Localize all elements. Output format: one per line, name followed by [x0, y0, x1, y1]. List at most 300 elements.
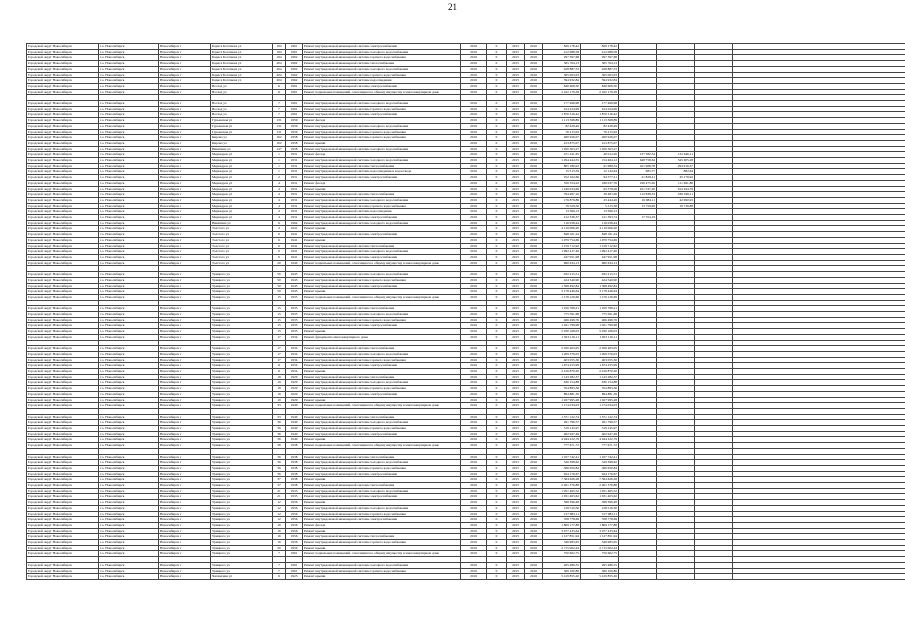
cell-municipal-district: г.о. Новосибирск	[99, 237, 159, 243]
cell-fund-amount: 94 577,21	[581, 175, 619, 181]
cell-house-number: 37	[273, 483, 286, 489]
cell-build-year: 1945	[286, 283, 303, 289]
cell-end-year: 2016	[525, 112, 543, 118]
cell-city: Новосибирск г	[159, 517, 211, 523]
cell-build-year: 1958	[286, 146, 303, 152]
cell-end-year: 2016	[525, 363, 543, 369]
cell-end-year: 2016	[525, 334, 543, 340]
cell-start-year: 2015	[507, 562, 525, 568]
cell-city: Новосибирск г	[159, 78, 211, 84]
cell-fund-amount: 1 176 129,69	[581, 294, 619, 300]
cell-municipality: Городской округ Новосибирск	[27, 505, 99, 511]
cell-start-year: 2015	[507, 351, 525, 357]
cell-fund-amount: 614 224,99	[581, 106, 619, 112]
cell-total-cost: 157 983,11	[543, 511, 581, 517]
cell-plan-year: 2016	[461, 465, 487, 471]
cell-work-type: Ремонт внутридомовой инженерной системы водоотведения	[303, 209, 461, 215]
cell-build-year: 1956	[286, 505, 303, 511]
cell-start-year: 2015	[507, 232, 525, 238]
cell-municipality: Городской округ Новосибирск	[27, 106, 99, 112]
cell-municipality: Городской округ Новосибирск	[27, 163, 99, 169]
cell-street: Бориса Богаткова ул	[211, 78, 273, 84]
cell-municipal-district: г.о. Новосибирск	[99, 346, 159, 352]
cell-work-type: Ремонт крыши	[303, 528, 461, 534]
cell-end-year: 2016	[525, 283, 543, 289]
cell-municipality: Городской округ Новосибирск	[27, 471, 99, 477]
cell-street: Урицкого ул	[211, 505, 273, 511]
cell-extra-amount	[657, 574, 695, 580]
cell-build-year: 1961	[286, 44, 303, 50]
cell-budget-amount: 137 582,54	[619, 152, 657, 158]
cell-work-type: Ремонт внутридомовой инженерной системы электроснабжения	[303, 391, 461, 397]
cell-municipality: Городской округ Новосибирск	[27, 540, 99, 546]
cell-total-cost: 1 923 116,11	[543, 334, 581, 340]
cell-start-year: 2015	[507, 334, 525, 340]
cell-street: Урицкого ул	[211, 431, 273, 437]
cell-start-year: 2015	[507, 260, 525, 266]
cell-municipality: Городской округ Новосибирск	[27, 66, 99, 72]
cell-plan-year: 2016	[461, 528, 487, 534]
cell-build-year: 1931	[286, 215, 303, 221]
cell-build-year: 1954	[286, 369, 303, 375]
cell-work-type: Ремонт подвальных помещений, относящихся к общему имуществу в многоквартирном доме	[303, 260, 461, 266]
cell-municipality: Городской округ Новосибирск	[27, 186, 99, 192]
cell-build-year: 1931	[286, 192, 303, 198]
cell-total-cost: 466 499,76	[543, 317, 581, 323]
cell-municipality: Городской округ Новосибирск	[27, 215, 99, 221]
cell-fund-amount: 1 674 255,99	[581, 363, 619, 369]
cell-municipal-district: г.о. Новосибирск	[99, 146, 159, 152]
cell-start-year: 2015	[507, 494, 525, 500]
cell-zero-flag: 0	[487, 215, 507, 221]
cell-work-type: Ремонт подвальных помещений, относящихся к общему имуществу в многоквартирном доме	[303, 551, 461, 557]
cell-end-year: 2016	[525, 61, 543, 67]
cell-total-cost: 471 241,65	[543, 152, 581, 158]
cell-total-cost: 1 250 768,21	[543, 306, 581, 312]
cell-municipality: Городской округ Новосибирск	[27, 346, 99, 352]
cell-work-type: Ремонт крыши	[303, 237, 461, 243]
cell-municipality: Городской округ Новосибирск	[27, 403, 99, 409]
cell-work-type: Ремонт внутридомовой инженерной системы холодного водоснабжения	[303, 197, 461, 203]
cell-zero-flag: 0	[487, 562, 507, 568]
cell-start-year: 2015	[507, 483, 525, 489]
cell-city: Новосибирск г	[159, 283, 211, 289]
cell-house-number: 6	[273, 574, 286, 580]
cell-plan-year: 2016	[461, 283, 487, 289]
cell-total-cost: 1 209 576,03	[543, 351, 581, 357]
cell-plan-year: 2016	[461, 249, 487, 255]
cell-start-year: 2015	[507, 158, 525, 164]
cell-work-type: Ремонт внутридомовой инженерной системы холодного водоснабжения	[303, 158, 461, 164]
cell-plan-year: 2016	[461, 551, 487, 557]
cell-end-year: 2016	[525, 329, 543, 335]
cell-city: Новосибирск г	[159, 551, 211, 557]
cell-work-type: Ремонт подвальных помещений, относящихся к общему имуществу в многоквартирном доме	[303, 89, 461, 95]
cell-total-cost: 365 003,03	[543, 72, 581, 78]
cell-municipal-district: г.о. Новосибирск	[99, 66, 159, 72]
cell-fund-amount: 750 602,75	[581, 551, 619, 557]
cell-city: Новосибирск г	[159, 232, 211, 238]
cell-city: Новосибирск г	[159, 562, 211, 568]
cell-house-number: 36	[273, 437, 286, 443]
cell-plan-year: 2016	[461, 397, 487, 403]
cell-municipal-district: г.о. Новосибирск	[99, 568, 159, 574]
cell-start-year: 2015	[507, 386, 525, 392]
cell-zero-flag: 0	[487, 277, 507, 283]
cell-work-type: Ремонт внутридомовой инженерной системы горячего водоснабжения	[303, 317, 461, 323]
cell-build-year: 1950	[286, 545, 303, 551]
cell-start-year: 2015	[507, 169, 525, 175]
cell-plan-year: 2016	[461, 517, 487, 523]
cell-street: Урицкого ул	[211, 545, 273, 551]
cell-house-number: 50	[273, 272, 286, 278]
cell-end-year: 2016	[525, 483, 543, 489]
cell-street: Медкадров ул	[211, 209, 273, 215]
cell-municipal-district: г.о. Новосибирск	[99, 123, 159, 129]
cell-start-year: 2015	[507, 488, 525, 494]
cell-build-year: 1935	[286, 323, 303, 329]
cell-work-type: Ремонт внутридомовой инженерной системы теплоснабжения	[303, 61, 461, 67]
cell-city: Новосибирск г	[159, 420, 211, 426]
cell-build-year: 1958	[286, 140, 303, 146]
cell-street: Гурьевская ул	[211, 129, 273, 135]
cell-city: Новосибирск г	[159, 152, 211, 158]
cell-build-year: 1938	[286, 477, 303, 483]
cell-plan-year: 2016	[461, 460, 487, 466]
cell-zero-flag: 0	[487, 61, 507, 67]
cell-start-year: 2015	[507, 66, 525, 72]
cell-house-number: 36	[273, 454, 286, 460]
cell-municipal-district: г.о. Новосибирск	[99, 152, 159, 158]
cell-other-amount	[695, 574, 733, 580]
cell-zero-flag: 0	[487, 351, 507, 357]
cell-city: Новосибирск г	[159, 118, 211, 124]
cell-municipal-district: г.о. Новосибирск	[99, 192, 159, 198]
cell-municipality: Городской округ Новосибирск	[27, 306, 99, 312]
cell-house-number: 19	[273, 380, 286, 386]
cell-budget-amount	[619, 574, 657, 580]
cell-fund-amount: 960 634,13	[581, 260, 619, 266]
cell-fund-amount: 2 416 870,20	[581, 369, 619, 375]
cell-end-year: 2016	[525, 465, 543, 471]
cell-end-year: 2016	[525, 101, 543, 107]
cell-zero-flag: 0	[487, 420, 507, 426]
cell-plan-year: 2016	[461, 351, 487, 357]
cell-municipal-district: г.о. Новосибирск	[99, 243, 159, 249]
cell-city: Новосибирск г	[159, 505, 211, 511]
cell-zero-flag: 0	[487, 83, 507, 89]
cell-plan-year: 2016	[461, 363, 487, 369]
cell-build-year: 1931	[286, 152, 303, 158]
cell-city: Новосибирск г	[159, 369, 211, 375]
cell-plan-year: 2016	[461, 180, 487, 186]
cell-municipality: Городской округ Новосибирск	[27, 158, 99, 164]
cell-plan-year: 2016	[461, 55, 487, 61]
cell-end-year: 2016	[525, 186, 543, 192]
cell-municipality: Городской округ Новосибирск	[27, 386, 99, 392]
cell-start-year: 2015	[507, 112, 525, 118]
cell-total-cost: 428 887,53	[543, 66, 581, 72]
cell-build-year: 1949	[286, 431, 303, 437]
cell-build-year: 1956	[286, 517, 303, 523]
cell-municipality: Городской округ Новосибирск	[27, 397, 99, 403]
cell-plan-year: 2016	[461, 511, 487, 517]
cell-city: Новосибирск г	[159, 146, 211, 152]
cell-work-type: Ремонт крыши	[303, 369, 461, 375]
cell-street: Восход ул	[211, 112, 273, 118]
cell-street: Никитина ул	[211, 146, 273, 152]
cell-municipal-district: г.о. Новосибирск	[99, 306, 159, 312]
cell-plan-year: 2016	[461, 443, 487, 449]
cell-city: Новосибирск г	[159, 140, 211, 146]
cell-fund-amount: 598 396,48	[581, 500, 619, 506]
cell-municipal-district: г.о. Новосибирск	[99, 215, 159, 221]
cell-build-year: 1941	[286, 243, 303, 249]
cell-fund-amount: 2 026 463,05	[581, 346, 619, 352]
cell-build-year: 1945	[286, 272, 303, 278]
cell-start-year: 2015	[507, 249, 525, 255]
cell-work-type: Ремонт фундамента многоквартирного дома	[303, 334, 461, 340]
cell-end-year: 2016	[525, 158, 543, 164]
cell-total-cost: 413 875,07	[543, 140, 581, 146]
cell-end-year: 2016	[525, 505, 543, 511]
cell-municipal-district: г.о. Новосибирск	[99, 551, 159, 557]
cell-municipality: Городской округ Новосибирск	[27, 220, 99, 226]
cell-fund-amount: 265 486,55	[581, 562, 619, 568]
cell-city: Новосибирск г	[159, 83, 211, 89]
cell-plan-year: 2016	[461, 488, 487, 494]
cell-fund-amount: 1 992 417,46	[581, 249, 619, 255]
cell-municipal-district: г.о. Новосибирск	[99, 220, 159, 226]
cell-house-number: 19	[273, 386, 286, 392]
cell-zero-flag: 0	[487, 220, 507, 226]
cell-work-type: Ремонт внутридомовой инженерной системы холодного водоснабжения	[303, 420, 461, 426]
cell-work-type: Ремонт внутридомовой инженерной системы электроснабжения	[303, 471, 461, 477]
cell-build-year: 1935	[286, 306, 303, 312]
cell-build-year: 1954	[286, 363, 303, 369]
cell-total-cost: 358 778,69	[543, 517, 581, 523]
cell-zero-flag: 0	[487, 500, 507, 506]
cell-street: Урицкого ул	[211, 454, 273, 460]
cell-zero-flag: 0	[487, 443, 507, 449]
cell-house-number: 36	[273, 443, 286, 449]
cell-plan-year: 2016	[461, 494, 487, 500]
cell-end-year: 2016	[525, 289, 543, 295]
cell-end-year: 2016	[525, 140, 543, 146]
cell-total-cost: 614 224,99	[543, 106, 581, 112]
cell-municipal-district: г.о. Новосибирск	[99, 294, 159, 300]
cell-extra-amount: 132 646,11	[657, 152, 695, 158]
cell-work-type: Ремонт внутридомовой инженерной системы горячего водоснабжения	[303, 511, 461, 517]
cell-city: Новосибирск г	[159, 431, 211, 437]
cell-build-year: 1938	[286, 471, 303, 477]
cell-budget-amount: 221 537,26	[619, 186, 657, 192]
cell-house-number: 15	[273, 329, 286, 335]
cell-total-cost: 1 107 742,41	[543, 454, 581, 460]
cell-plan-year: 2016	[461, 272, 487, 278]
cell-street: Урицкого ул	[211, 357, 273, 363]
cell-total-cost: 366 650,84	[543, 465, 581, 471]
cell-work-type: Ремонт фасада	[303, 152, 461, 158]
cell-fund-amount: 848 161,24	[581, 232, 619, 238]
cell-street: Урицкого ул	[211, 369, 273, 375]
cell-municipal-district: г.о. Новосибирск	[99, 397, 159, 403]
cell-plan-year: 2016	[461, 112, 487, 118]
cell-work-type: Ремонт внутридомовой инженерной системы электроснабжения	[303, 83, 461, 89]
cell-start-year: 2015	[507, 306, 525, 312]
cell-fund-amount: 5 030 168,03	[581, 329, 619, 335]
cell-zero-flag: 0	[487, 426, 507, 432]
cell-plan-year: 2016	[461, 118, 487, 124]
cell-plan-year: 2016	[461, 477, 487, 483]
cell-fund-amount: 3 178 446,64	[581, 289, 619, 295]
cell-street: Урицкого ул	[211, 460, 273, 466]
cell-plan-year: 2016	[461, 186, 487, 192]
cell-build-year: 1941	[286, 226, 303, 232]
cell-street: Урицкого ул	[211, 380, 273, 386]
cell-zero-flag: 0	[487, 505, 507, 511]
cell-end-year: 2016	[525, 488, 543, 494]
cell-total-cost: 630 154,88	[543, 380, 581, 386]
cell-start-year: 2015	[507, 534, 525, 540]
cell-total-cost: 846 608,30	[543, 83, 581, 89]
cell-street: Медкадров ул	[211, 158, 273, 164]
cell-work-type: Ремонт внутридомовой инженерной системы водоотведения	[303, 78, 461, 84]
cell-municipal-district: г.о. Новосибирск	[99, 454, 159, 460]
cell-build-year: 1929	[286, 386, 303, 392]
cell-work-type: Ремонт внутридомовой инженерной системы теплоснабжения	[303, 192, 461, 198]
cell-fund-amount: 358 778,69	[581, 517, 619, 523]
cell-plan-year: 2016	[461, 391, 487, 397]
cell-municipal-district: г.о. Новосибирск	[99, 574, 159, 580]
cell-end-year: 2016	[525, 357, 543, 363]
cell-municipality: Городской округ Новосибирск	[27, 123, 99, 129]
cell-build-year: 1949	[286, 437, 303, 443]
cell-end-year: 2016	[525, 272, 543, 278]
cell-end-year: 2016	[525, 169, 543, 175]
cell-start-year: 2015	[507, 426, 525, 432]
cell-fund-amount: 1 051 465,52	[581, 488, 619, 494]
cell-work-type: Ремонт внутридомовой инженерной системы горячего водоснабжения	[303, 277, 461, 283]
cell-zero-flag: 0	[487, 574, 507, 580]
cell-street: Урицкого ул	[211, 477, 273, 483]
cell-total-cost: 1 127 851,94	[543, 534, 581, 540]
cell-end-year: 2016	[525, 511, 543, 517]
cell-fund-amount: 1 079 754,69	[581, 237, 619, 243]
cell-municipal-district: г.о. Новосибирск	[99, 369, 159, 375]
cell-house-number: 36	[273, 426, 286, 432]
cell-zero-flag: 0	[487, 237, 507, 243]
cell-plan-year: 2016	[461, 197, 487, 203]
cell-municipality: Городской округ Новосибирск	[27, 351, 99, 357]
cell-house-number: 7	[273, 551, 286, 557]
cell-work-type: Ремонт крыши	[303, 437, 461, 443]
cell-end-year: 2016	[525, 528, 543, 534]
cell-zero-flag: 0	[487, 158, 507, 164]
cell-total-cost: 1 143 282,37	[543, 374, 581, 380]
cell-zero-flag: 0	[487, 146, 507, 152]
cell-house-number: 11	[273, 89, 286, 95]
cell-municipality: Городской округ Новосибирск	[27, 140, 99, 146]
cell-start-year: 2015	[507, 329, 525, 335]
cell-start-year: 2015	[507, 346, 525, 352]
cell-budget-amount: 16 084,11	[619, 197, 657, 203]
cell-work-type: Ремонт внутридомовой инженерной системы электроснабжения	[303, 175, 461, 181]
cell-zero-flag: 0	[487, 232, 507, 238]
cell-municipal-district: г.о. Новосибирск	[99, 534, 159, 540]
cell-start-year: 2015	[507, 574, 525, 580]
cell-plan-year: 2016	[461, 66, 487, 72]
capital-repair-register-table	[26, 43, 905, 580]
cell-zero-flag: 0	[487, 283, 507, 289]
cell-total-cost: 297 397,68	[543, 55, 581, 61]
cell-end-year: 2016	[525, 89, 543, 95]
cell-build-year: 1958	[286, 135, 303, 141]
cell-end-year: 2016	[525, 351, 543, 357]
cell-municipal-district: г.о. Новосибирск	[99, 197, 159, 203]
cell-zero-flag: 0	[487, 323, 507, 329]
cell-zero-flag: 0	[487, 89, 507, 95]
cell-city: Новосибирск г	[159, 55, 211, 61]
cell-start-year: 2015	[507, 255, 525, 261]
cell-municipal-district: г.о. Новосибирск	[99, 488, 159, 494]
cell-municipal-district: г.о. Новосибирск	[99, 175, 159, 181]
cell-work-type: Ремонт внутридомовой инженерной системы горячего водоснабжения	[303, 55, 461, 61]
cell-city: Новосибирск г	[159, 540, 211, 546]
cell-city: Новосибирск г	[159, 135, 211, 141]
cell-municipality: Городской округ Новосибирск	[27, 500, 99, 506]
cell-house-number: 15	[273, 294, 286, 300]
cell-work-type: Ремонт внутридомовой инженерной системы горячего водоснабжения	[303, 568, 461, 574]
cell-fund-amount: 413 875,07	[581, 140, 619, 146]
cell-build-year: 1941	[286, 237, 303, 243]
cell-house-number: 7	[273, 106, 286, 112]
cell-plan-year: 2016	[461, 403, 487, 409]
cell-zero-flag: 0	[487, 192, 507, 198]
cell-plan-year: 2016	[461, 129, 487, 135]
cell-municipal-district: г.о. Новосибирск	[99, 334, 159, 340]
cell-street: Урицкого ул	[211, 317, 273, 323]
cell-build-year: 1931	[286, 209, 303, 215]
cell-plan-year: 2016	[461, 260, 487, 266]
cell-total-cost: 460 926,07	[543, 135, 581, 141]
cell-municipal-district: г.о. Новосибирск	[99, 505, 159, 511]
cell-fund-amount: 1 159 712,92	[581, 243, 619, 249]
cell-fund-amount: 924 176,67	[581, 471, 619, 477]
cell-city: Новосибирск г	[159, 129, 211, 135]
cell-municipal-district: г.о. Новосибирск	[99, 317, 159, 323]
cell-municipal-district: г.о. Новосибирск	[99, 135, 159, 141]
cell-street: Урицкого ул	[211, 283, 273, 289]
cell-municipal-district: г.о. Новосибирск	[99, 158, 159, 164]
cell-plan-year: 2016	[461, 101, 487, 107]
cell-total-cost: 447 951,98	[543, 255, 581, 261]
cell-city: Новосибирск г	[159, 477, 211, 483]
cell-build-year: 1934	[286, 351, 303, 357]
cell-zero-flag: 0	[487, 437, 507, 443]
cell-total-cost: 2 162 179,39	[543, 89, 581, 95]
cell-house-number: 12	[273, 505, 286, 511]
cell-city: Новосибирск г	[159, 568, 211, 574]
cell-start-year: 2015	[507, 460, 525, 466]
cell-work-type: Ремонт внутридомовой инженерной системы электроснабжения	[303, 494, 461, 500]
cell-work-type: Ремонт внутридомовой инженерной системы горячего водоснабжения	[303, 540, 461, 546]
cell-municipal-district: г.о. Новосибирск	[99, 72, 159, 78]
cell-street: Урицкого ул	[211, 522, 273, 528]
cell-total-cost: 598 396,48	[543, 500, 581, 506]
cell-plan-year: 2016	[461, 106, 487, 112]
cell-city: Новосибирск г	[159, 61, 211, 67]
